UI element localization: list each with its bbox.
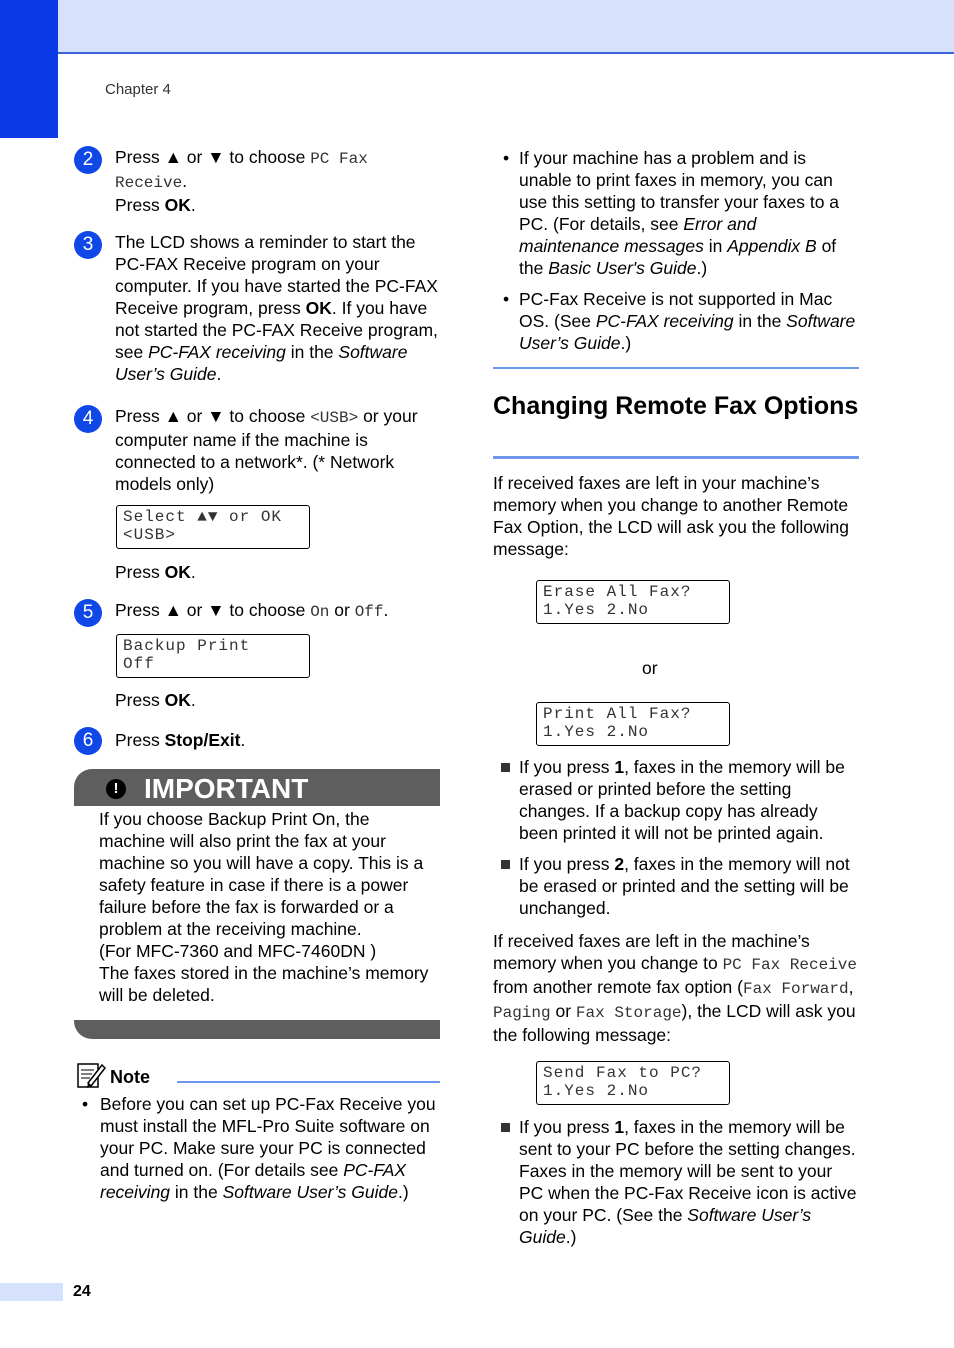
guide-reference: Software User’s Guide bbox=[519, 311, 856, 353]
pc-fax-paragraph: If received faxes are left in the machine’s memory when you change to PC Fax Receive from another remote fax option (Fax Forward, Paging or Fax Storage), the LCD will ask you the following message: bbox=[493, 931, 857, 1045]
page-number: 24 bbox=[73, 1283, 91, 1300]
cross-reference: PC-FAX receiving bbox=[595, 311, 734, 331]
step-number: 2 bbox=[74, 146, 102, 174]
key-name: Stop/Exit bbox=[164, 730, 241, 750]
key-name: OK bbox=[164, 690, 191, 710]
key-name: OK bbox=[164, 195, 191, 215]
header-band bbox=[0, 0, 954, 54]
lcd-option: Paging bbox=[493, 1004, 551, 1022]
lcd-display: Erase All Fax? 1.Yes 2.No bbox=[536, 580, 730, 624]
guide-reference: Software User’s Guide bbox=[115, 342, 408, 384]
step-number: 4 bbox=[74, 405, 102, 433]
step-number: 5 bbox=[74, 599, 102, 627]
down-arrow-icon: ▼ bbox=[207, 147, 225, 167]
option-list: If you press 1, faxes in the memory will be sent to your PC before the setting changes. Faxes in the memory will be sent to your PC when the PC-Fax Receive icon is active on your PC. (See the Software User’s Guide.) bbox=[493, 1116, 859, 1248]
cross-reference: Error and maintenance messages bbox=[519, 214, 757, 256]
key-name: OK bbox=[164, 562, 191, 582]
key-name: 2 bbox=[614, 854, 625, 874]
note-continued: • If your machine has a problem and is unable to print faxes in memory, you can use this setting to transfer your faxes to a PC. (For details, see Error and maintenance messages in Appendix B of the Basic User's Guide.) • PC-Fax Receive is not supported in Mac OS. (See PC-FAX receiving in the Software User’s Guide.) bbox=[493, 147, 859, 363]
guide-reference: Software User’s Guide bbox=[519, 1205, 812, 1247]
down-arrow-icon: ▼ bbox=[207, 600, 225, 620]
up-arrow-icon: ▲ bbox=[164, 600, 182, 620]
lcd-option: On bbox=[310, 603, 330, 621]
lcd-display: Send Fax to PC? 1.Yes 2.No bbox=[536, 1061, 730, 1105]
key-name: 1 bbox=[614, 757, 625, 777]
intro-paragraph: If received faxes are left in your machine’s memory when you change to another Remote Fax Option, the LCD will ask you the following message: bbox=[493, 473, 849, 559]
lcd-option: PC Fax Receive bbox=[115, 150, 368, 192]
cross-reference: PC-FAX receiving bbox=[148, 342, 286, 362]
lcd-display: Print All Fax? 1.Yes 2.No bbox=[536, 702, 730, 746]
lcd-option: Fax Storage bbox=[575, 1004, 682, 1022]
chapter-tab bbox=[0, 0, 58, 138]
press-ok-line: Press OK. bbox=[115, 562, 196, 582]
note-label: Note bbox=[110, 1067, 150, 1087]
cross-reference: PC-FAX receiving bbox=[100, 1160, 407, 1202]
chapter-label: Chapter 4 bbox=[105, 81, 171, 98]
lcd-option: Fax Forward bbox=[742, 980, 849, 998]
key-name: OK bbox=[305, 298, 332, 318]
lcd-display: Select ▲▼ or OK <USB> bbox=[116, 505, 310, 549]
note-pencil-icon bbox=[76, 1061, 106, 1089]
step-number: 6 bbox=[74, 727, 102, 755]
press-ok-line: Press OK. bbox=[115, 690, 196, 710]
guide-reference: Software User’s Guide bbox=[222, 1182, 398, 1202]
guide-reference: Basic User's Guide bbox=[548, 258, 697, 278]
note-body: • Before you can set up PC-Fax Receive you must install the MFL-Pro Suite software on your PC. Make sure your PC is connected and turned on. (For details see PC-FAX receiving in the Software User’s Guide.) bbox=[82, 1093, 440, 1203]
page-number-bar bbox=[0, 1283, 63, 1301]
warning-icon: ! bbox=[106, 779, 126, 799]
step-4: 4 Press ▲ or ▼ to choose <USB> or your computer name if the machine is connected to a network*. (* Network models only) bbox=[74, 405, 444, 495]
up-arrow-icon: ▲ bbox=[164, 147, 182, 167]
section-title: Changing Remote Fax Options bbox=[493, 392, 859, 420]
important-body: If you choose Backup Print On, the machine will also print the fax at your machine so you will have a copy. This is a safety feature in case if there is a power failure before the fax is forwarded or a problem at the receiving machine. (For MFC-7360 and MFC-7460DN ) The faxes stored in the machine’s memory will be deleted. bbox=[99, 809, 429, 1005]
up-arrow-icon: ▲ bbox=[164, 406, 182, 426]
step-6: 6 Press Stop/Exit. bbox=[74, 727, 444, 751]
lcd-option: <USB> bbox=[310, 409, 359, 427]
step-2: 2 Press ▲ or ▼ to choose PC Fax Receive. Press OK. bbox=[74, 146, 444, 216]
option-list: If you press 1, faxes in the memory will be erased or printed before the setting changes. If a backup copy has already been printed it will not be printed again. If you press 2, faxes in the memory will not be erased or printed and the setting will be unchanged. bbox=[493, 756, 859, 919]
important-footer bbox=[74, 1020, 440, 1039]
step-3: 3 The LCD shows a reminder to start the PC-FAX Receive program on your computer. If you have started the PC-FAX Receive program, press OK. If you have not started the PC-FAX Receive program, see PC-FAX receiving in the Software User’s Guide. bbox=[74, 231, 444, 385]
step-number: 3 bbox=[74, 231, 102, 259]
step-5: 5 Press ▲ or ▼ to choose On or Off. bbox=[74, 599, 444, 623]
key-name: 1 bbox=[614, 1117, 625, 1137]
down-arrow-icon: ▼ bbox=[207, 406, 225, 426]
lcd-display: Backup Print Off bbox=[116, 634, 310, 678]
cross-reference: Appendix B bbox=[727, 236, 817, 256]
divider bbox=[493, 456, 859, 459]
important-label: IMPORTANT bbox=[144, 773, 309, 804]
divider bbox=[177, 1081, 440, 1083]
divider bbox=[493, 367, 859, 369]
or-label: or bbox=[642, 658, 658, 678]
important-header bbox=[74, 769, 440, 806]
lcd-option: PC Fax Receive bbox=[722, 956, 857, 974]
lcd-option: Off bbox=[354, 603, 384, 621]
